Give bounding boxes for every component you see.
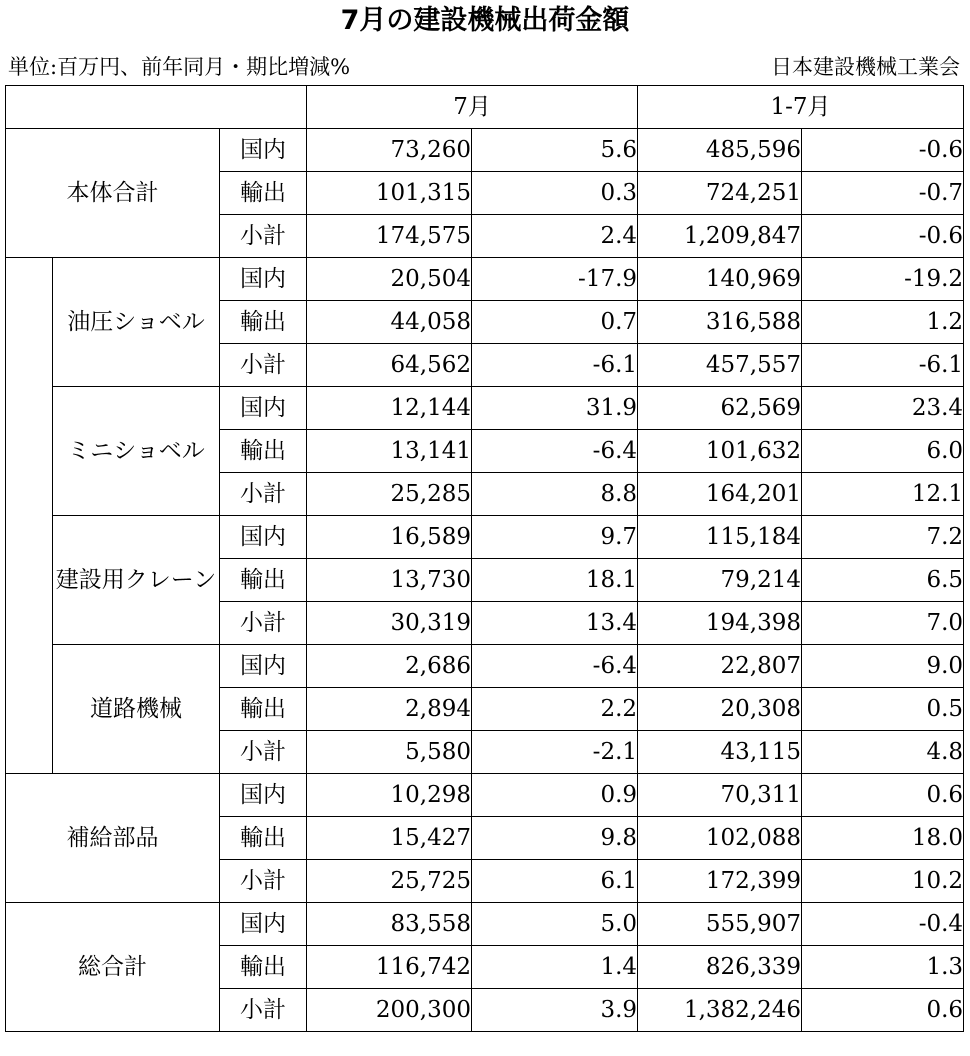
month-value: 15,427 — [307, 817, 472, 860]
month-value: 20,504 — [307, 258, 472, 301]
row-label: 小計 — [220, 344, 307, 387]
row-label: 国内 — [220, 516, 307, 559]
month-value: 25,285 — [307, 473, 472, 516]
month-change: 0.3 — [472, 172, 638, 215]
month-value: 200,300 — [307, 989, 472, 1032]
month-change: 13.4 — [472, 602, 638, 645]
month-change: 2.4 — [472, 215, 638, 258]
month-change: -6.1 — [472, 344, 638, 387]
cumulative-change: 0.6 — [802, 989, 964, 1032]
category-label: 道路機械 — [53, 645, 220, 774]
month-change: -6.4 — [472, 645, 638, 688]
cumulative-value: 457,557 — [638, 344, 802, 387]
cumulative-value: 826,339 — [638, 946, 802, 989]
cumulative-change: -0.6 — [802, 215, 964, 258]
cumulative-change: 6.0 — [802, 430, 964, 473]
month-value: 13,141 — [307, 430, 472, 473]
cumulative-change: 23.4 — [802, 387, 964, 430]
cumulative-value: 164,201 — [638, 473, 802, 516]
cumulative-value: 485,596 — [638, 129, 802, 172]
row-label: 輸出 — [220, 301, 307, 344]
row-label: 小計 — [220, 215, 307, 258]
cumulative-change: 10.2 — [802, 860, 964, 903]
group-label: 補給部品 — [6, 774, 220, 903]
month-value: 5,580 — [307, 731, 472, 774]
month-value: 83,558 — [307, 903, 472, 946]
month-change: 8.8 — [472, 473, 638, 516]
row-label: 輸出 — [220, 688, 307, 731]
cumulative-change: -19.2 — [802, 258, 964, 301]
row-label: 国内 — [220, 387, 307, 430]
cumulative-value: 43,115 — [638, 731, 802, 774]
month-value: 25,725 — [307, 860, 472, 903]
month-change: 3.9 — [472, 989, 638, 1032]
indent-cell — [6, 258, 53, 774]
month-value: 44,058 — [307, 301, 472, 344]
group-label: 総合計 — [6, 903, 220, 1032]
month-value: 174,575 — [307, 215, 472, 258]
cumulative-change: -0.7 — [802, 172, 964, 215]
month-change: 9.8 — [472, 817, 638, 860]
category-label: ミニショベル — [53, 387, 220, 516]
cumulative-change: 4.8 — [802, 731, 964, 774]
table-row — [6, 387, 964, 430]
month-value: 2,686 — [307, 645, 472, 688]
month-change: 6.1 — [472, 860, 638, 903]
table-row — [6, 903, 964, 946]
cumulative-change: 0.6 — [802, 774, 964, 817]
cumulative-change: -6.1 — [802, 344, 964, 387]
table-row — [6, 774, 964, 817]
month-change: 2.2 — [472, 688, 638, 731]
row-label: 国内 — [220, 903, 307, 946]
cumulative-value: 20,308 — [638, 688, 802, 731]
row-label: 国内 — [220, 645, 307, 688]
month-change: 5.6 — [472, 129, 638, 172]
month-value: 16,589 — [307, 516, 472, 559]
row-label: 小計 — [220, 860, 307, 903]
row-label: 国内 — [220, 774, 307, 817]
cumulative-value: 194,398 — [638, 602, 802, 645]
month-value: 116,742 — [307, 946, 472, 989]
month-change: 9.7 — [472, 516, 638, 559]
cumulative-value: 101,632 — [638, 430, 802, 473]
month-value: 73,260 — [307, 129, 472, 172]
table-row — [6, 129, 964, 172]
month-change: -17.9 — [472, 258, 638, 301]
cumulative-change: 6.5 — [802, 559, 964, 602]
table-row — [6, 516, 964, 559]
shipment-table — [5, 85, 964, 1032]
header-cumulative: 1-7月 — [638, 86, 964, 129]
cumulative-value: 70,311 — [638, 774, 802, 817]
month-change: 5.0 — [472, 903, 638, 946]
month-change: 18.1 — [472, 559, 638, 602]
cumulative-change: 18.0 — [802, 817, 964, 860]
cumulative-value: 22,807 — [638, 645, 802, 688]
month-change: 0.7 — [472, 301, 638, 344]
row-label: 輸出 — [220, 817, 307, 860]
month-value: 10,298 — [307, 774, 472, 817]
header-month: 7月 — [307, 86, 638, 129]
month-change: -2.1 — [472, 731, 638, 774]
month-change: 31.9 — [472, 387, 638, 430]
cumulative-value: 1,382,246 — [638, 989, 802, 1032]
month-value: 13,730 — [307, 559, 472, 602]
month-value: 64,562 — [307, 344, 472, 387]
group-label: 本体合計 — [6, 129, 220, 258]
cumulative-value: 79,214 — [638, 559, 802, 602]
header-row — [6, 86, 964, 129]
table-row — [6, 258, 964, 301]
month-value: 30,319 — [307, 602, 472, 645]
page-title: 7月の建設機械出荷金額 — [340, 5, 630, 36]
table-body — [6, 86, 964, 1032]
month-value: 101,315 — [307, 172, 472, 215]
cumulative-change: 0.5 — [802, 688, 964, 731]
category-label: 建設用クレーン — [53, 516, 220, 645]
month-change: 1.4 — [472, 946, 638, 989]
row-label: 輸出 — [220, 430, 307, 473]
source-label: 日本建設機械工業会 — [771, 55, 960, 79]
cumulative-value: 102,088 — [638, 817, 802, 860]
cumulative-change: 7.0 — [802, 602, 964, 645]
month-value: 12,144 — [307, 387, 472, 430]
row-label: 輸出 — [220, 172, 307, 215]
cumulative-value: 316,588 — [638, 301, 802, 344]
row-label: 小計 — [220, 731, 307, 774]
row-label: 小計 — [220, 602, 307, 645]
month-value: 2,894 — [307, 688, 472, 731]
header-blank-cell — [6, 86, 307, 129]
cumulative-change: 1.3 — [802, 946, 964, 989]
cumulative-value: 62,569 — [638, 387, 802, 430]
cumulative-value: 172,399 — [638, 860, 802, 903]
cumulative-change: 12.1 — [802, 473, 964, 516]
cumulative-change: 7.2 — [802, 516, 964, 559]
month-change: -6.4 — [472, 430, 638, 473]
cumulative-value: 140,969 — [638, 258, 802, 301]
unit-note: 単位:百万円、前年同月・期比増減% — [8, 55, 351, 79]
cumulative-value: 555,907 — [638, 903, 802, 946]
cumulative-change: 1.2 — [802, 301, 964, 344]
cumulative-value: 115,184 — [638, 516, 802, 559]
cumulative-change: -0.6 — [802, 129, 964, 172]
cumulative-change: -0.4 — [802, 903, 964, 946]
row-label: 小計 — [220, 473, 307, 516]
row-label: 国内 — [220, 258, 307, 301]
cumulative-value: 724,251 — [638, 172, 802, 215]
table-row — [6, 645, 964, 688]
row-label: 小計 — [220, 989, 307, 1032]
category-label: 油圧ショベル — [53, 258, 220, 387]
row-label: 輸出 — [220, 946, 307, 989]
row-label: 輸出 — [220, 559, 307, 602]
month-change: 0.9 — [472, 774, 638, 817]
cumulative-value: 1,209,847 — [638, 215, 802, 258]
row-label: 国内 — [220, 129, 307, 172]
cumulative-change: 9.0 — [802, 645, 964, 688]
